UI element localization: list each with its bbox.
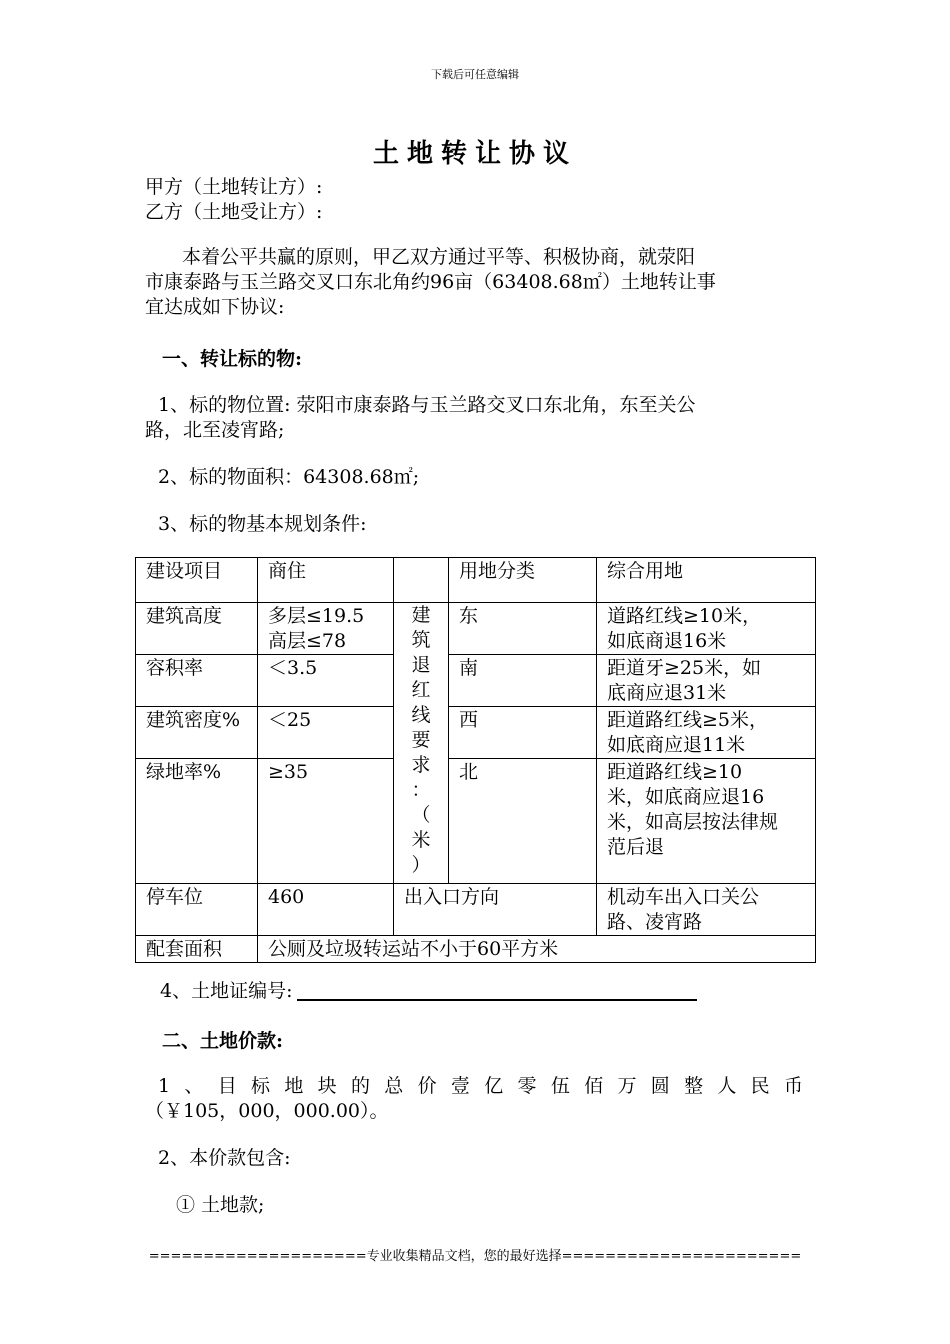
- setback-char: 要: [411, 729, 431, 751]
- setback-char: ）: [411, 854, 431, 876]
- price-line-1: 1、目标地块的总价壹亿零伍佰万圆整人民币: [158, 1075, 803, 1097]
- setback-char: 米: [411, 829, 431, 851]
- price-sub-item-1: ① 土地款;: [176, 1194, 265, 1216]
- cell-line: 道路红线≥10米，: [607, 605, 762, 627]
- table-row: [136, 655, 816, 707]
- table-row: [136, 759, 816, 884]
- setback-char: 筑: [411, 629, 431, 651]
- price-includes: 2、本价款包含:: [158, 1147, 291, 1169]
- party-a-line: 甲方（土地转让方）:: [145, 176, 323, 198]
- table-row: [136, 558, 816, 603]
- land-certificate-blank: [297, 981, 697, 1001]
- item-4-land-certificate: [160, 979, 697, 1004]
- party-b-line: 乙方（土地受让方）:: [145, 201, 323, 223]
- item-3-planning: 3、标的物基本规划条件:: [158, 513, 367, 535]
- table-cell: 公厕及垃圾转运站不小于60平方米: [258, 936, 816, 963]
- table-row: [136, 603, 816, 655]
- table-cell: ＜3.5: [258, 655, 394, 707]
- planning-conditions-table: [135, 557, 816, 963]
- height-multi-storey: 多层≤19.5: [268, 605, 365, 627]
- price-line-2: （￥105，000，000.00）。: [145, 1100, 389, 1122]
- cell-line: 距道牙≥25米，如: [607, 657, 762, 679]
- table-cell: 建设项目: [136, 558, 258, 603]
- table-row: [136, 707, 816, 759]
- cell-line: 米，如底商应退16: [607, 786, 765, 808]
- table-cell: [394, 558, 449, 603]
- item-2-area: 2、标的物面积：64308.68㎡;: [158, 466, 420, 488]
- setback-char: 建: [411, 604, 431, 626]
- table-cell: 460: [258, 884, 394, 936]
- setback-char: 线: [411, 704, 431, 726]
- cell-line: 路、凌宵路: [607, 911, 703, 933]
- table-cell: [597, 603, 816, 655]
- cell-line: 范后退: [607, 836, 665, 858]
- section-2-heading: 二、土地价款:: [162, 1030, 284, 1052]
- table-cell: [597, 759, 816, 884]
- table-cell: [597, 655, 816, 707]
- table-cell: [597, 707, 816, 759]
- header-note: 下载后可任意编辑: [431, 68, 519, 81]
- cell-line: 米，如高层按法律规: [607, 811, 779, 833]
- table-cell: 南: [449, 655, 597, 707]
- intro-line-2: 市康泰路与玉兰路交叉口东北角约96亩（63408.68㎡）土地转让事: [145, 271, 716, 293]
- table-cell: 停车位: [136, 884, 258, 936]
- section-1-heading: 一、转让标的物:: [162, 348, 303, 370]
- table-cell: 北: [449, 759, 597, 884]
- table-cell: 出入口方向: [394, 884, 597, 936]
- setback-char: ：: [411, 779, 431, 801]
- cell-line: 如底商应退11米: [607, 734, 746, 756]
- table-cell: 综合用地: [597, 558, 816, 603]
- table-cell: 容积率: [136, 655, 258, 707]
- item-1-line-1: 1、标的物位置: 荥阳市康泰路与玉兰路交叉口东北角，东至关公: [158, 394, 696, 416]
- intro-line-1: 本着公平共赢的原则，甲乙双方通过平等、积极协商，就荥阳: [182, 246, 696, 268]
- table-row: [136, 884, 816, 936]
- table-cell: ＜25: [258, 707, 394, 759]
- table-cell: 绿地率%: [136, 759, 258, 884]
- table-cell: 东: [449, 603, 597, 655]
- cell-line: 如底商退16米: [607, 630, 727, 652]
- height-high-rise: 高层≤78: [268, 630, 347, 652]
- cell-line: 底商应退31米: [607, 682, 727, 704]
- table-cell: [258, 603, 394, 655]
- table-cell: 建筑密度%: [136, 707, 258, 759]
- setback-label-cell: [394, 603, 449, 884]
- cell-line: 距道路红线≥5米，: [607, 709, 769, 731]
- setback-char: 求: [411, 754, 431, 776]
- intro-line-3: 宜达成如下协议:: [145, 296, 285, 318]
- table-cell: ≥35: [258, 759, 394, 884]
- table-cell: 配套面积: [136, 936, 258, 963]
- table-cell: [597, 884, 816, 936]
- setback-char: 退: [411, 654, 431, 676]
- setback-char: （: [411, 804, 431, 826]
- item-1-line-2: 路，北至凌宵路;: [145, 419, 285, 441]
- table-cell: 西: [449, 707, 597, 759]
- cell-line: 距道路红线≥10: [607, 761, 743, 783]
- document-title: 土地转让协议: [372, 139, 577, 169]
- table-cell: 用地分类: [449, 558, 597, 603]
- land-certificate-label: 4、土地证编号:: [160, 980, 293, 1002]
- table-cell: 建筑高度: [136, 603, 258, 655]
- table-cell: 商住: [258, 558, 394, 603]
- setback-char: 红: [411, 679, 431, 701]
- table-row: [136, 936, 816, 963]
- footer-note: ====================专业收集精品文档，您的最好选择======================: [148, 1249, 802, 1264]
- cell-line: 机动车出入口关公: [607, 886, 760, 908]
